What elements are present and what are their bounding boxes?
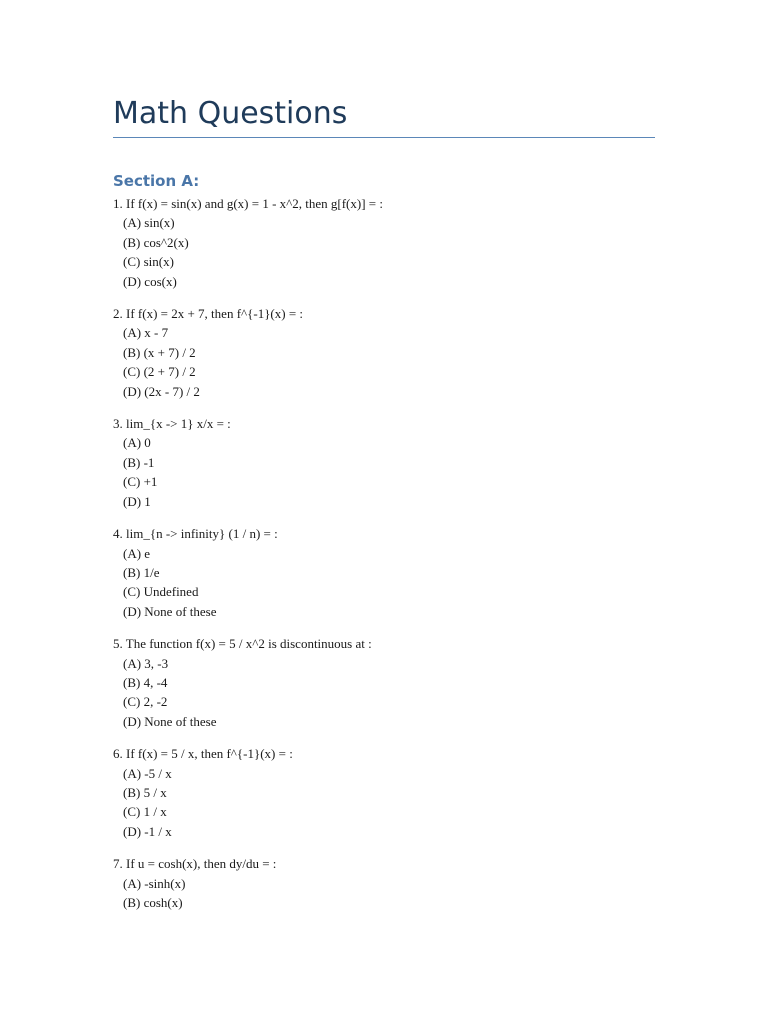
question-1	[113, 194, 655, 291]
answer-option: (B) 5 / x	[123, 784, 167, 800]
question-text: 5. The function f(x) = 5 / x^2 is discontinuous at :	[113, 636, 372, 652]
question-text: 2. If f(x) = 2x + 7, then f^{-1}(x) = :	[113, 306, 304, 322]
answer-option: (A) e	[123, 545, 151, 561]
answer-option: (D) 1	[123, 493, 151, 509]
answer-option: (A) sin(x)	[123, 215, 175, 231]
question-7	[113, 854, 655, 912]
answer-option: (C) sin(x)	[123, 254, 174, 270]
answer-option: (B) cos^2(x)	[123, 234, 189, 250]
document-page	[113, 92, 655, 925]
answer-option: (A) -sinh(x)	[123, 875, 186, 891]
answer-option: (D) None of these	[123, 603, 217, 619]
question-6	[113, 744, 655, 841]
section-heading: Section A:	[113, 172, 200, 190]
answer-option: (B) (x + 7) / 2	[123, 344, 196, 360]
question-text: 4. lim_{n -> infinity} (1 / n) = :	[113, 526, 278, 542]
question-list	[113, 194, 655, 912]
question-5	[113, 634, 655, 731]
answer-option: (A) x - 7	[123, 325, 169, 341]
title-divider	[113, 137, 655, 138]
answer-option: (C) (2 + 7) / 2	[123, 364, 196, 380]
answer-option: (C) Undefined	[123, 584, 199, 600]
answer-option: (C) 2, -2	[123, 694, 168, 710]
answer-option: (B) cosh(x)	[123, 895, 183, 910]
page-title: Math Questions	[113, 96, 348, 131]
answer-option: (C) +1	[123, 474, 158, 490]
question-text: 1. If f(x) = sin(x) and g(x) = 1 - x^2, then g[f(x)] = :	[113, 196, 383, 211]
answer-option: (A) 3, -3	[123, 655, 169, 671]
answer-option: (D) cos(x)	[123, 273, 177, 289]
question-3	[113, 414, 655, 511]
question-text: 3. lim_{x -> 1} x/x = :	[113, 416, 231, 432]
answer-option: (B) 1/e	[123, 564, 160, 580]
answer-option: (B) 4, -4	[123, 674, 168, 690]
answer-option: (D) (2x - 7) / 2	[123, 383, 200, 399]
question-text: 7. If u = cosh(x), then dy/du = :	[113, 856, 277, 872]
answer-option: (A) 0	[123, 435, 151, 451]
answer-option: (C) 1 / x	[123, 804, 167, 820]
question-4	[113, 524, 655, 621]
answer-option: (A) -5 / x	[123, 765, 172, 781]
answer-option: (B) -1	[123, 454, 155, 470]
question-2	[113, 304, 655, 401]
answer-option: (D) -1 / x	[123, 823, 172, 839]
answer-option: (D) None of these	[123, 713, 217, 729]
question-text: 6. If f(x) = 5 / x, then f^{-1}(x) = :	[113, 746, 293, 762]
